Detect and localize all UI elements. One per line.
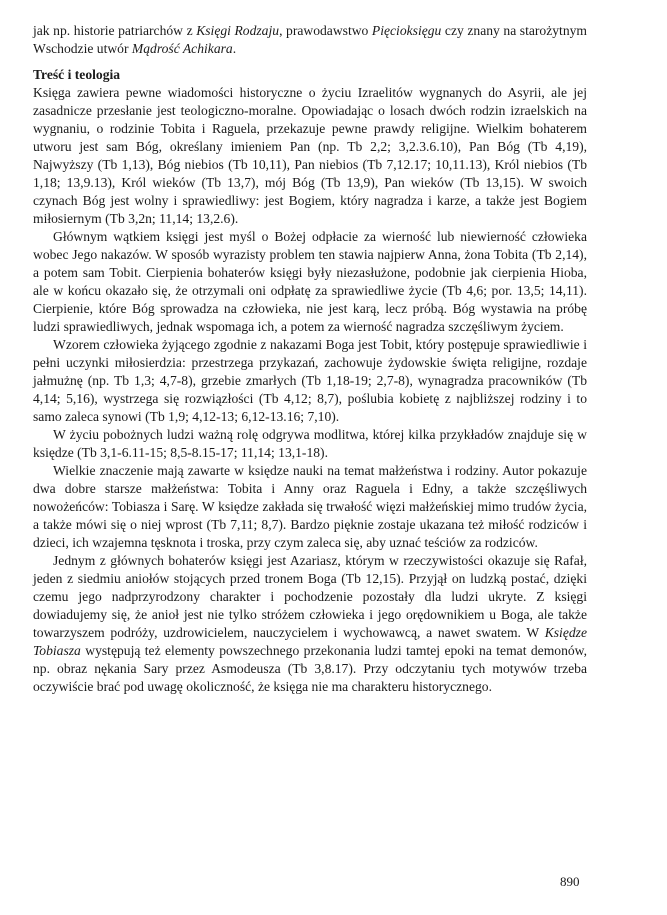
intro-text-4: . [232, 41, 237, 56]
title-piecioksiegu: Pięcioksięgu [371, 23, 442, 38]
section-heading: Treść i teologia [33, 67, 121, 82]
paragraph-6 [33, 552, 587, 696]
paragraph-5: Wielkie znaczenie mają zawarte w księdze nauki na temat małżeństwa i rodziny. Autor pokazuje dwa dobre starsze małżeństwa: Tobita i Anny oraz Raguela i Edny, a także szczęśliwych nowożeńców: Tobiasza i Sarę. W księdze zakłada się trwałość więzi małżeńskiej mimo trudów życia, a także mówi się o niej wprost (Tb 7,11; 8,7). Bardzo pięknie zostaje ukazana też miłość rodziców i dzieci, ich wzajemna tęsknota i troska, przy czym zaleca się, aby uznać teściów za rodziców. [33, 463, 587, 550]
title-ksiegi-tobiasza: Księdze Tobiasza [33, 625, 587, 658]
intro-paragraph [33, 22, 587, 58]
paragraph-6-text-a: Jednym z głównych bohaterów księgi jest Azariasz, którym w rzeczywistości okazuje się Rafał, jeden z siedmiu aniołów stojących przed tronem Boga (Tb 12,15). Przyjął on ludzką postać, dzięki czemu jego nadprzyrodzony charakter i pochodzenie pozostały dla ludzi ukryte. Z księgi dowiadujemy się, że anioł jest nie tylko stróżem człowieka i jego orędownikiem u Boga, ale także towarzyszem podróży, uzdrowicielem, nauczycielem i wychowawcą, a nawet swatem. W [33, 553, 587, 640]
paragraph-1: Księga zawiera pewne wiadomości historyczne o życiu Izraelitów wygnanych do Asyrii, ale jej zasadnicze przesłanie jest teologiczno-moralne. Opowiadając o losach dwóch rodzin izraelskich na wygnaniu, o rodzinie Tobita i Raguela, przekazuje pewne prawdy religijne. Wielkim bohaterem utworu jest sam Bóg, określany imieniem Pan (np. Tb 2,2; 3,2.3.6.10), Pan Bóg (Tb 4,19), Najwyższy (Tb 1,13), Bóg niebios (Tb 10,11), Pan niebios (Tb 7,12.17; 10,11.13), Król niebios (Tb 1,18; 13,9.13), Król wieków (Tb 13,7), mój Bóg (Tb 13,9), Pan wieków (Tb 13,15). W swoich czynach Bóg jest wolny i sprawiedliwy: jest Bogiem, który nagradza i karze, a także jest Bogiem miłosiernym (Tb 3,2n; 11,14; 13,2.6). [33, 85, 587, 226]
intro-text-2: , prawodawstwo [279, 23, 372, 38]
page-number: 890 [560, 874, 580, 889]
paragraph-3: Wzorem człowieka żyjącego zgodnie z nakazami Boga jest Tobit, który postępuje sprawiedliwie i pełni uczynki miłosierdzia: przestrzega przykazań, zachowuje żydowskie święta religijne, rozdaje jałmużnę (np. Tb 1,3; 4,7-8), grzebie zmarłych (Tb 1,18-19; 2,7-8), wynagradza pracowników (Tb 4,14; 5,16), wystrzega się rozwiązłości (Tb 4,12; 8,7), poślubia kobietę z najbliższej rodziny i to samo zaleca synowi (Tb 1,9; 4,12-13; 6,12-13.16; 7,10). [33, 337, 587, 424]
intro-text-3: czy znany na starożytnym Wschodzie utwór [33, 23, 587, 56]
title-madrosc-achikara: Mądrość Achikara [131, 41, 233, 56]
intro-text-1: jak np. historie patriarchów z [33, 23, 197, 38]
title-ksiegi-rodzaju: Księgi Rodzaju [196, 23, 280, 38]
paragraph-6-text-b: występują też elementy powszechnego przekonania ludzi tamtej epoki na temat demonów, np. obraz nękania Sary przez Asmodeusza (Tb 3,8.17). Przy odczytaniu tych motywów trzeba oczywiście brać pod uwagę okoliczność, że księga nie ma charakteru historycznego. [33, 643, 587, 694]
paragraph-4: W życiu pobożnych ludzi ważną rolę odgrywa modlitwa, której kilka przykładów znajduje się w księdze (Tb 3,1-6.11-15; 8,5-8.15-17; 11,14; 13,1-18). [33, 427, 587, 460]
paragraph-2: Głównym wątkiem księgi jest myśl o Bożej odpłacie za wierność lub niewierność człowieka wobec Jego nakazów. W sposób wyrazisty problem ten stawia najpierw Anna, żona Tobita (Tb 2,14), a potem sam Tobit. Cierpienia bohaterów księgi były niezasłużone, podobnie jak cierpienia Hioba, ale w końcu okazało się, że otrzymali oni odpłatę za sprawiedliwe życie (Tb 4,6; por. 13,5; 14,11). Cierpienie, które Bóg sprowadza na człowieka, nie jest karą, lecz próbą. Bóg wystawia na próbę ludzi sprawiedliwych, jednak wspomaga ich, a potem za wierność nagradza szczęśliwym życiem. [33, 229, 587, 334]
